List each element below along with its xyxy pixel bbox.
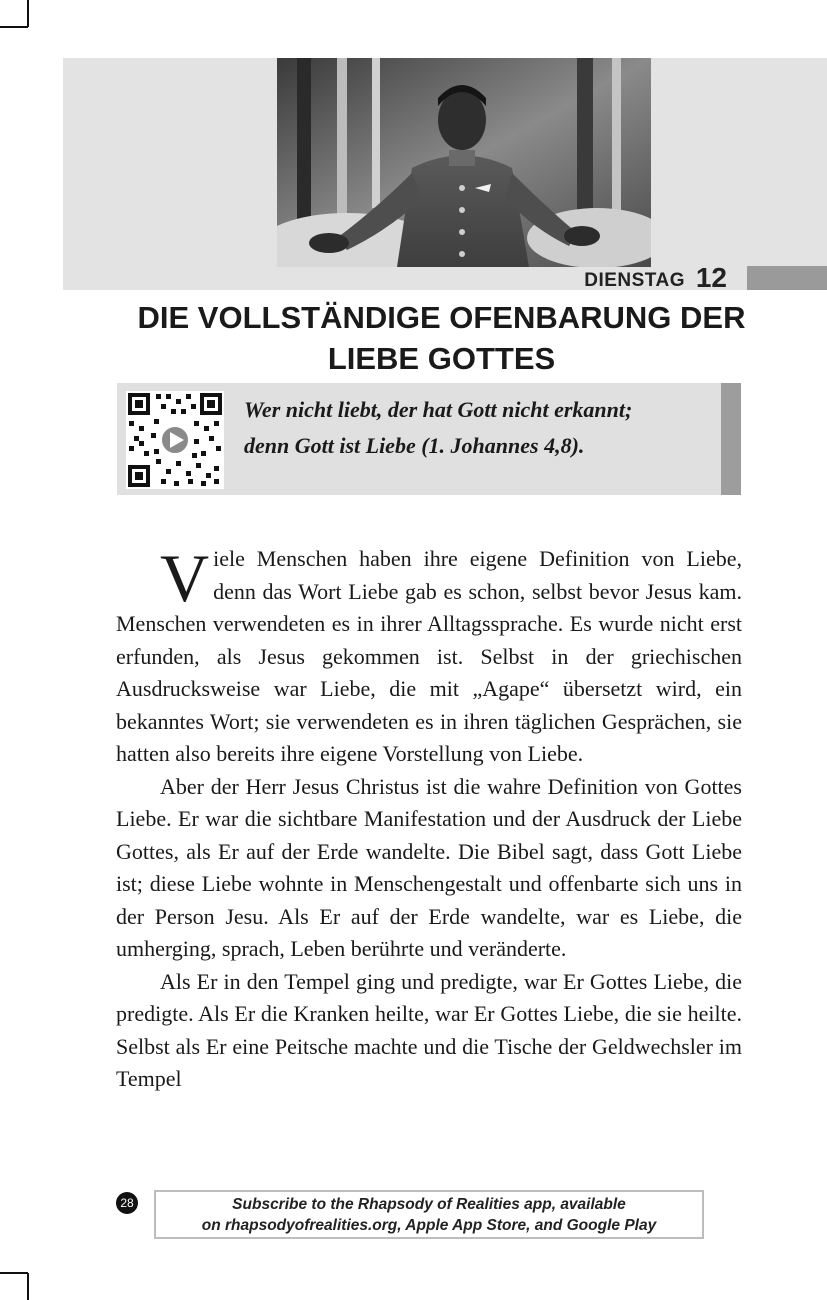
paragraph-1-text: iele Menschen haben ihre eigene Definition von Liebe, denn das Wort Liebe gab es schon, selbst bevor Jesus kam. Menschen verwendeten es in ihrer Alltagssprache. Es wurde nicht erst erfunden, als Jesus gekommen ist. Selbst in der griechischen Ausdrucksweise war Liebe, die mit „Agape“ übersetzt wird, ein bekanntes Wort; sie verwendeten es in ihren täglichen Gesprächen, sie hatten also bereits ihre eigene Vorstellung von Liebe. — [116, 546, 742, 766]
subscribe-line-1: Subscribe to the Rhapsody of Realities app, available — [232, 1196, 626, 1213]
subscribe-line-2: on rhapsodyofrealities.org, Apple App Store, and Google Play — [201, 1217, 657, 1234]
crop-mark-bottom-vertical — [27, 1273, 29, 1300]
page-number: 28 — [116, 1192, 138, 1214]
preacher-photo — [277, 58, 651, 267]
devotional-body — [116, 540, 742, 1096]
paragraph-2: Aber der Herr Jesus Christus ist die wahre Definition von Gottes Liebe. Er war die sichtbare Manifestation und der Ausdruck der Liebe Gottes, als Er auf der Erde wandelte. Die Bibel sagt, dass Gott Liebe ist; diese Liebe wohnte in Menschengestalt und offenbarte sich uns in der Person Jesu. Als Er auf der Erde wandelte, war es Liebe, die umherging, sprach, Leben berührte und veränderte. — [116, 773, 742, 961]
subscribe-notice — [154, 1190, 704, 1239]
crop-mark-top-vertical — [27, 0, 29, 27]
day-number: 12 — [695, 262, 727, 293]
day-accent-bar — [747, 266, 827, 290]
crop-mark-bottom-horizontal — [0, 1272, 28, 1274]
paragraph-1 — [116, 540, 742, 771]
drop-cap: V — [160, 540, 210, 616]
weekday-label: DIENSTAG — [584, 270, 685, 291]
day-header — [0, 264, 827, 294]
verse-line-2: denn Gott ist Liebe (1. Johannes 4,8). — [244, 433, 585, 458]
verse-line-1: Wer nicht liebt, der hat Gott nicht erkannt; — [244, 397, 633, 422]
title-line-2: LIEBE GOTTES — [327, 341, 556, 376]
scripture-box — [117, 383, 741, 495]
devotional-title — [100, 297, 783, 379]
scripture-verse — [244, 392, 714, 464]
verse-accent-bar — [721, 383, 741, 495]
paragraph-3: Als Er in den Tempel ging und predigte, war Er Gottes Liebe, die predigte. Als Er die Kranken heilte, war Er Gottes Liebe, die sie heilte. Selbst als Er eine Peitsche machte und die Tische der Geldwechsler im Tempel — [116, 968, 742, 1091]
title-line-1: DIE VOLLSTÄNDIGE OFENBARUNG DER — [137, 300, 746, 335]
qr-code-icon[interactable] — [126, 391, 224, 489]
crop-mark-top-horizontal — [0, 26, 28, 28]
